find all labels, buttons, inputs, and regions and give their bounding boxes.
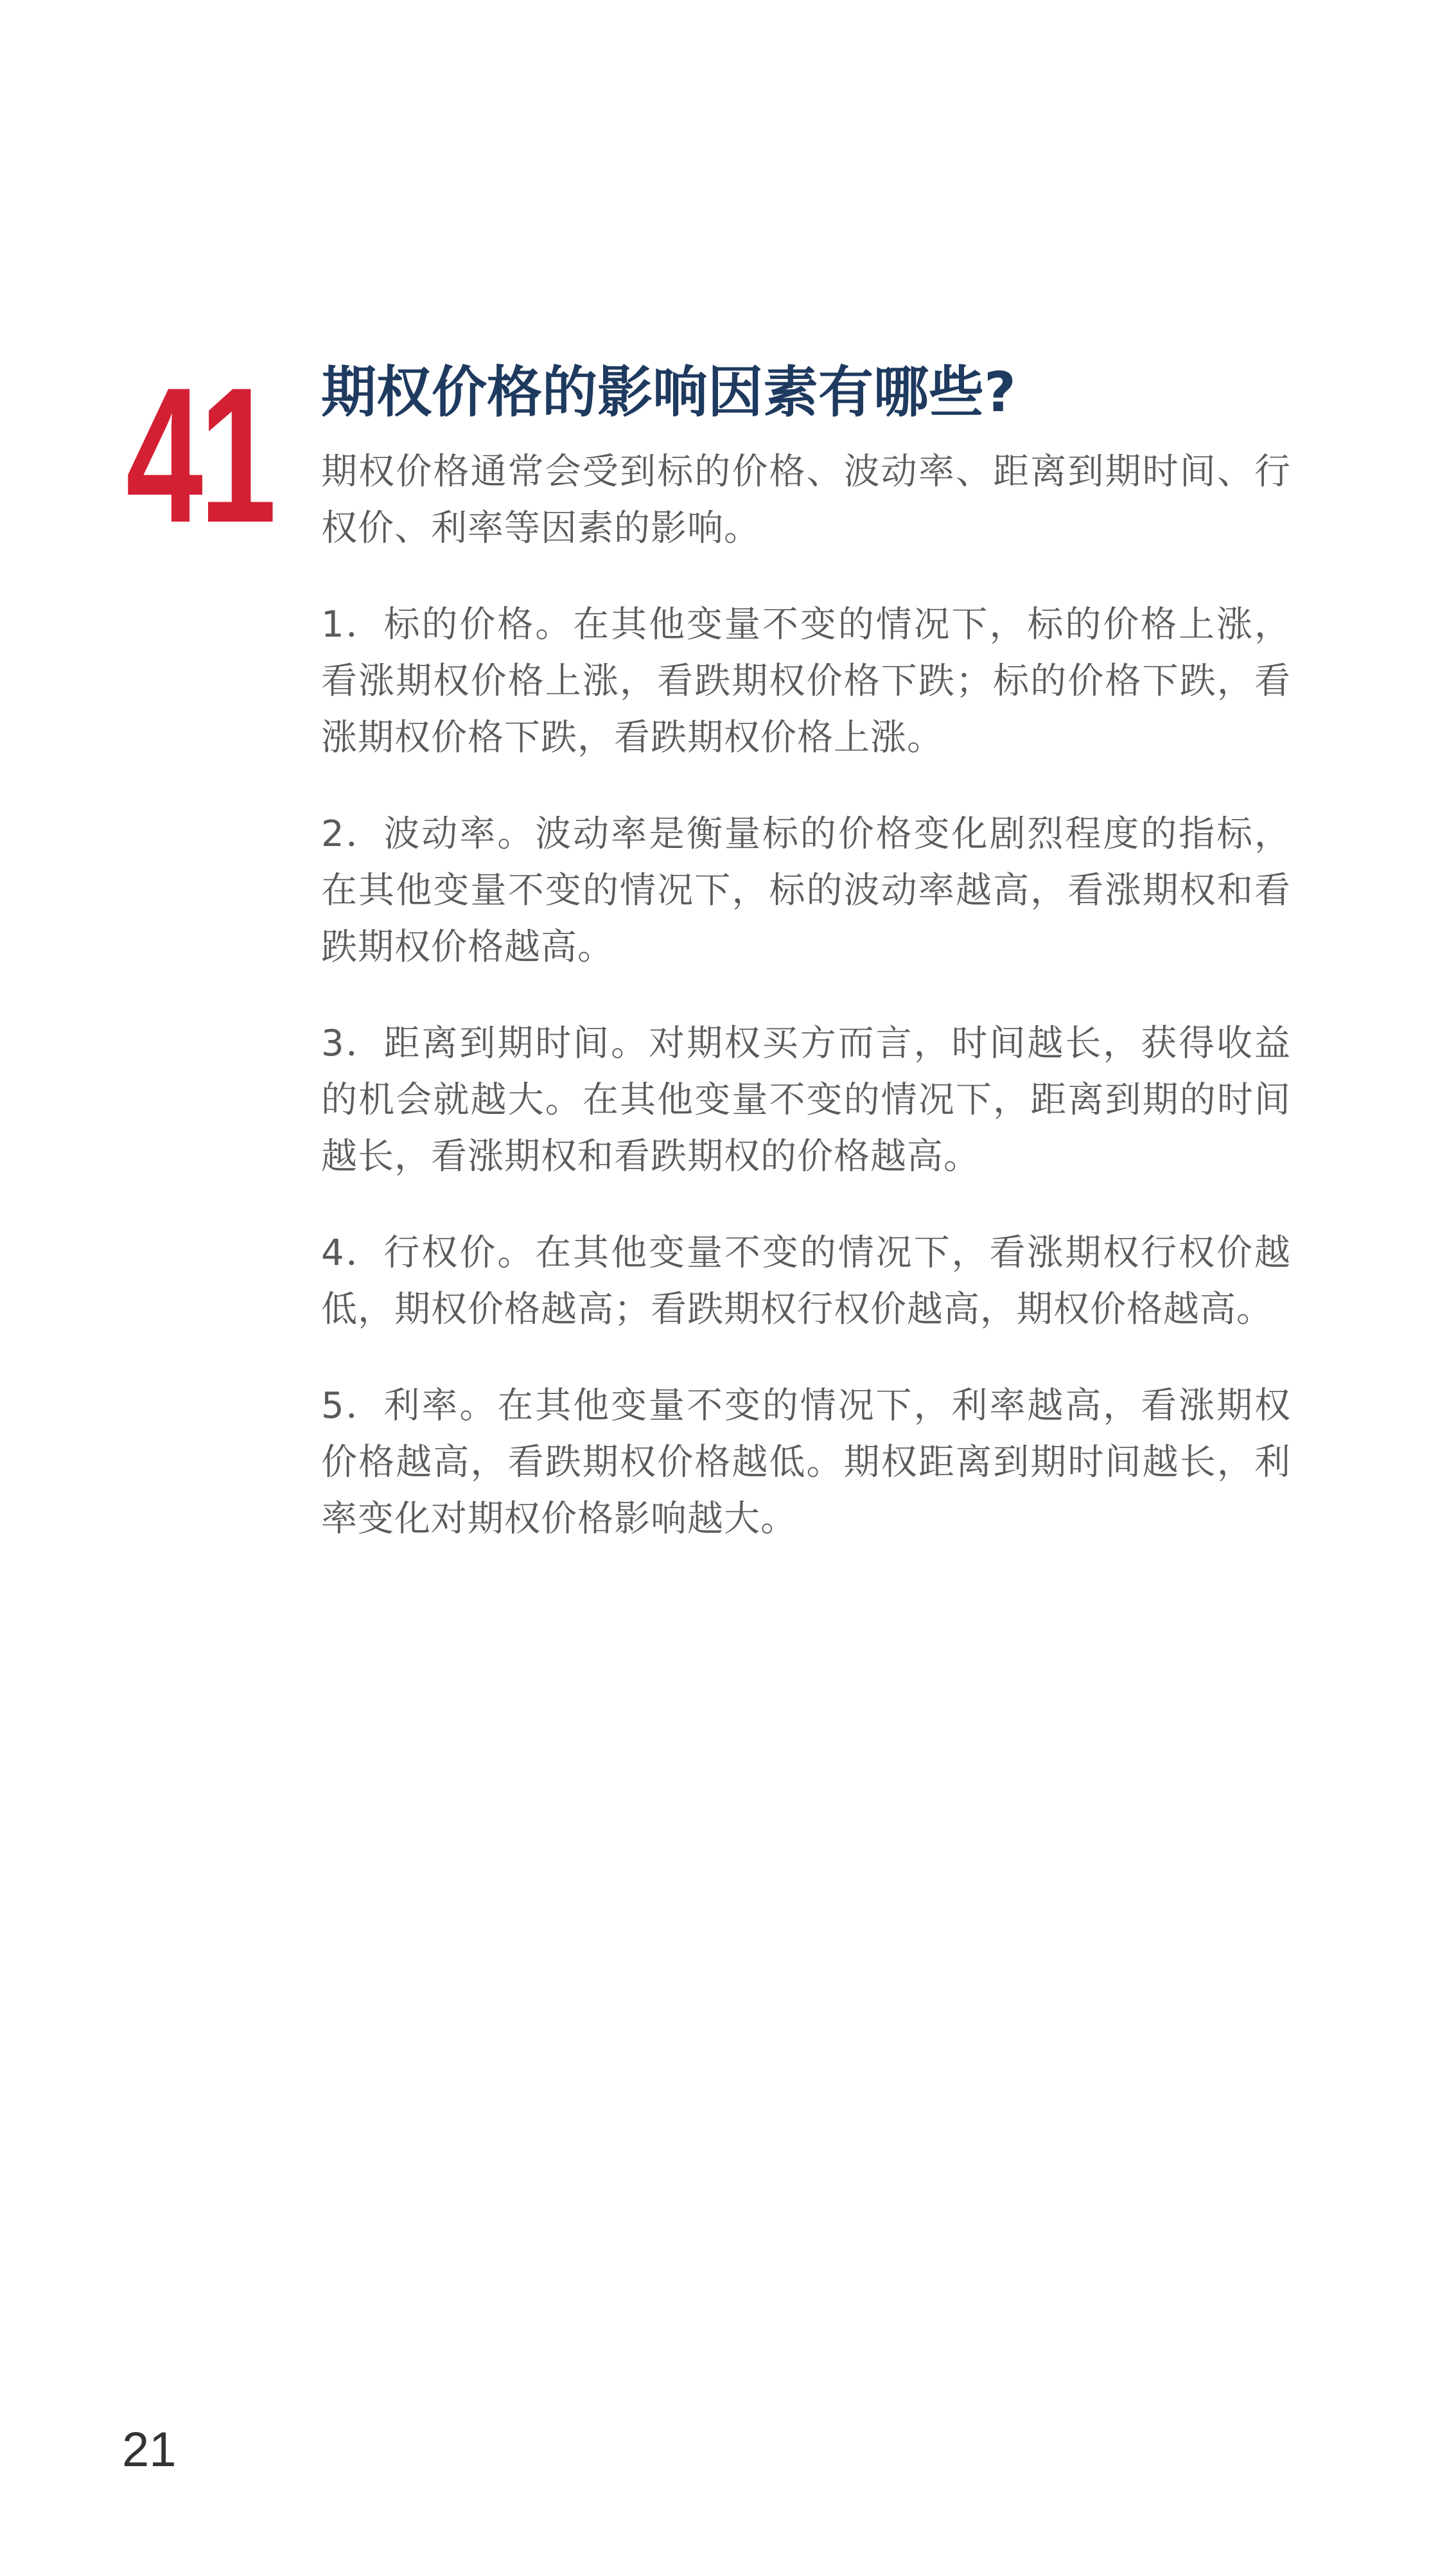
factor-item-underlying-price: 1．标的价格。在其他变量不变的情况下，标的价格上涨，看涨期权价格上涨，看跌期权价格下跌；标的价格下跌，看涨期权价格下跌，看跌期权价格上涨。 (321, 604, 1291, 759)
factor-item-volatility: 2．波动率。波动率是衡量标的价格变化剧烈程度的指标，在其他变量不变的情况下，标的波动率越高，看涨期权和看跌期权价格越高。 (321, 813, 1291, 969)
question-number: 41 (126, 347, 273, 563)
question-content (321, 360, 1291, 1548)
intro-paragraph: 期权价格通常会受到标的价格、波动率、距离到期时间、行权价、利率等因素的影响。 (321, 451, 1291, 550)
page-number: 21 (122, 2422, 177, 2477)
factor-item-time-to-expiry: 3．距离到期时间。对期权买方而言，时间越长，获得收益的机会就越大。在其他变量不变的情况下，距离到期的时间越长，看涨期权和看跌期权的价格越高。 (321, 1023, 1291, 1178)
factor-item-interest-rate: 5．利率。在其他变量不变的情况下，利率越高，看涨期权价格越高，看跌期权价格越低。期权距离到期时间越长，利率变化对期权价格影响越大。 (321, 1385, 1291, 1540)
factor-item-strike-price: 4．行权价。在其他变量不变的情况下，看涨期权行权价越低，期权价格越高；看跌期权行权价越高，期权价格越高。 (321, 1232, 1291, 1331)
question-title: 期权价格的影响因素有哪些? (321, 360, 1016, 425)
